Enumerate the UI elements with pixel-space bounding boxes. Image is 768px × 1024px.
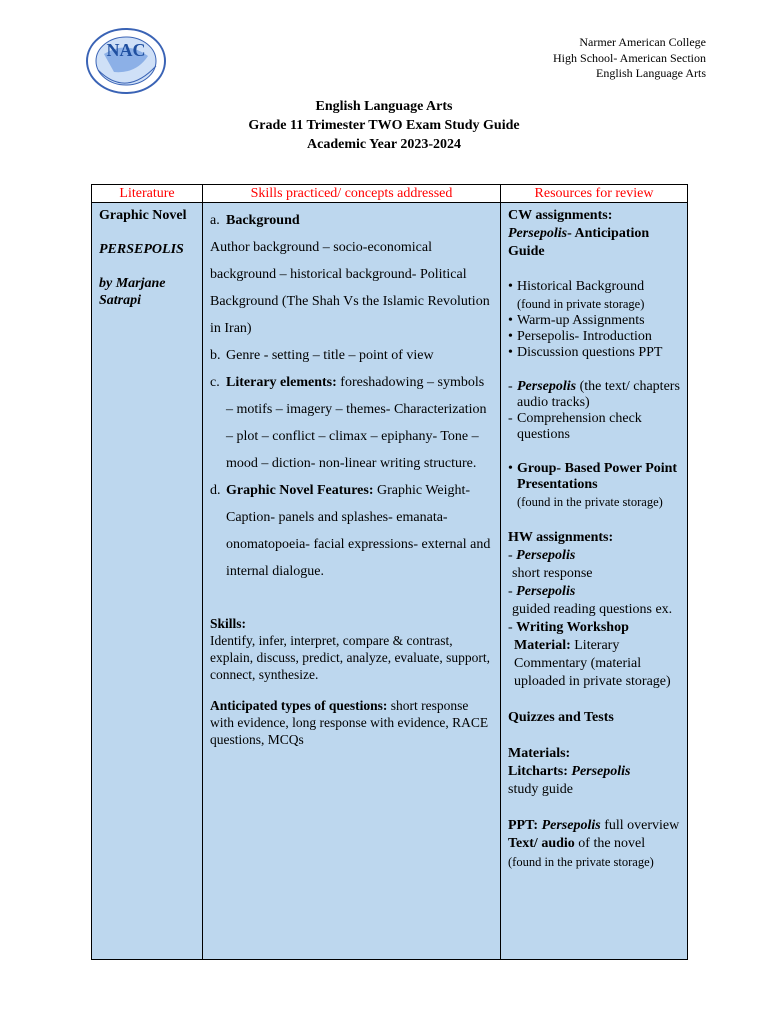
literature-title: PERSEPOLIS [99, 242, 184, 257]
logo-text: NAC [106, 40, 146, 60]
list-item: • Warm-up Assignments [508, 313, 645, 328]
skill-d-text: Graphic Weight- Caption- panels and splashes- emanata- onomatopoeia- facial expressions- external and internal dialogue. [226, 483, 491, 579]
document-titles [0, 97, 768, 154]
anticipated-text: short response with evidence, long response with evidence, RACE questions, MCQs [210, 698, 489, 747]
skill-a-text: Author background – socio-economical background – historical background- Political Background (The Shah Vs the Islamic Revolution in Iran) [210, 240, 490, 336]
list-item: • Group- Based Power Point Presentations [508, 461, 678, 492]
header-skills: Skills practiced/ concepts addressed [203, 185, 501, 203]
anticipation-rest: - Anticipation Guide [508, 226, 650, 259]
skills-cell [203, 203, 501, 960]
study-guide-table [91, 184, 688, 960]
college-logo [84, 26, 168, 96]
table-row [92, 203, 688, 960]
title-exam: Grade 11 Trimester TWO Exam Study Guide [248, 118, 520, 133]
skill-item-c: c. Literary elements: foreshadowing – symbols – motifs – imagery – themes- Characterization – plot – conflict – climax – epiphany- Tone – mood – diction- non-linear writing structure. [210, 375, 487, 471]
school-name: Narmer American College [579, 35, 706, 49]
title-subject: English Language Arts [315, 99, 453, 114]
list-item: • Discussion questions PPT [508, 345, 663, 360]
group-note: (found in the private storage) [517, 495, 663, 509]
school-header [553, 35, 706, 82]
skill-a-title: Background [226, 213, 300, 228]
skill-c-text: foreshadowing – symbols – motifs – imagery – themes- Characterization – plot – conflict – climax – epiphany- Tone – mood – diction- non-linear writing structure. [226, 375, 487, 471]
school-department: English Language Arts [596, 66, 706, 80]
literature-genre: Graphic Novel [99, 208, 187, 223]
literature-author: by Marjane Satrapi [99, 276, 166, 308]
skills-title: Skills: [210, 616, 247, 631]
list-item: • Persepolis- Introduction [508, 329, 652, 344]
title-year: Academic Year 2023-2024 [307, 137, 461, 152]
list-item: • Historical Background [508, 279, 645, 294]
skill-item-a: a. Background [210, 207, 494, 234]
school-section: High School- American Section [553, 50, 706, 65]
skill-c-title: Literary elements: [226, 375, 337, 390]
skill-item-d: d. Graphic Novel Features: Graphic Weight- Caption- panels and splashes- emanata- onomatopoeia- facial expressions- external and internal dialogue. [210, 483, 491, 579]
resources-cell: CW assignments: Persepolis- Anticipation Guide • Historical Background (found in private storage) • Warm-up Assignments • Persepolis- Introduction • Discussion questions PPT - Persepolis (the text/ chapters audio tracks) - Comprehension check questions • Group- Based Power Point Presentations (found in the private storage) HW assignments: - Persepolis short response - Persepolis guided reading questions ex. - Writing Workshop Material: Literary Commentary (material uploaded in private storage) Quizzes and Tests Materials: Litcharts: Persepolis study guide PPT: Persepolis full overview Text/ audio of the novel (found in the private storage) [501, 203, 688, 960]
materials-title: Materials: [508, 746, 571, 761]
list-item: - Persepolis (the text/ chapters audio tracks) [508, 379, 680, 410]
header-literature: Literature [92, 185, 203, 203]
skill-b-text: Genre - setting – title – point of view [226, 348, 434, 363]
hw-title: HW assignments: [508, 530, 614, 545]
cw-title: CW assignments: [508, 208, 613, 223]
skills-text: Identify, infer, interpret, compare & contrast, explain, discuss, predict, analyze, evaluate, support, connect, synthesize. [210, 633, 491, 682]
literature-cell [92, 203, 203, 960]
anticipation-italic: Persepolis [508, 226, 568, 241]
list-item: - Comprehension check questions [508, 411, 642, 442]
table-header-row [92, 185, 688, 203]
skill-item-b: b. Genre - setting – title – point of view [210, 342, 494, 369]
private-note: (found in the private storage) [508, 855, 654, 869]
anticipated-title: Anticipated types of questions: [210, 698, 388, 713]
bullet-note: (found in private storage) [517, 297, 645, 311]
skill-d-title: Graphic Novel Features: [226, 483, 374, 498]
header-resources: Resources for review [501, 185, 688, 203]
quizzes-title: Quizzes and Tests [508, 710, 614, 725]
